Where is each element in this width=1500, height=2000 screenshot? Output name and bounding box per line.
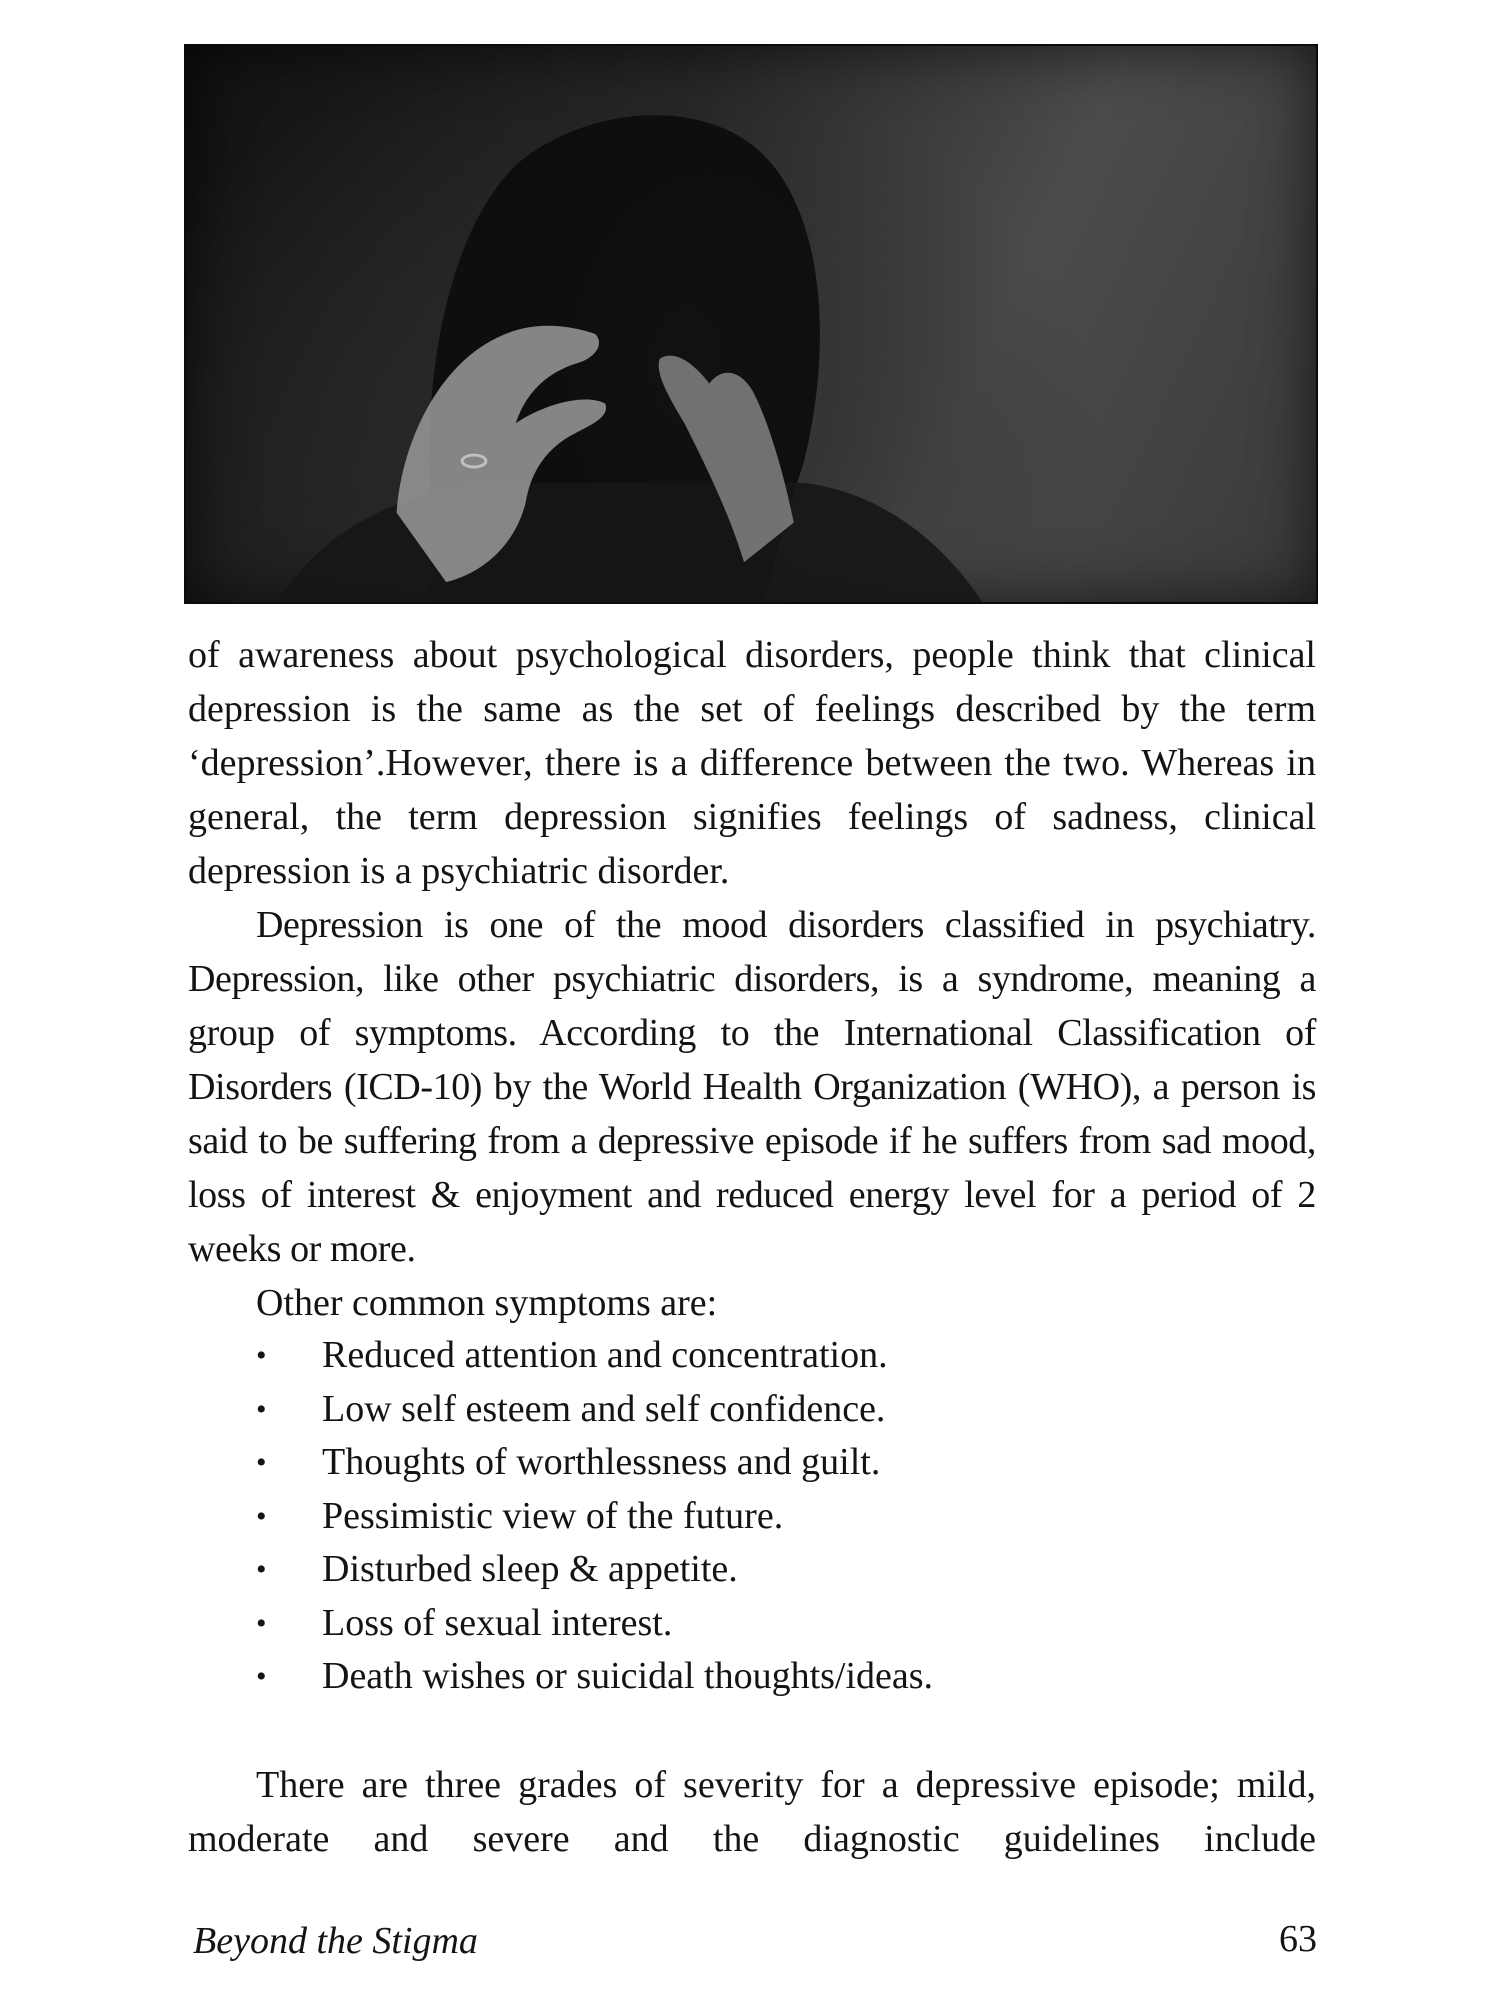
paragraph-severity-grades: There are three grades of severity for a depressive episode; mild, moderate and severe and the diagnostic guidelines include [188, 1764, 1316, 1860]
list-item-text: Thoughts of worthlessness and guilt. [322, 1441, 881, 1483]
symptom-list [256, 1329, 1316, 1704]
list-item-text: Low self esteem and self confidence. [322, 1387, 886, 1430]
bullet-icon: • [256, 1339, 267, 1372]
bullet-icon: • [256, 1392, 267, 1426]
list-item [256, 1329, 1316, 1383]
list-item [256, 1543, 1316, 1597]
page-number: 63 [1279, 1918, 1317, 1960]
list-item [256, 1383, 1316, 1437]
symptoms-intro: Other common symptoms are: [256, 1282, 718, 1324]
list-item [256, 1650, 1316, 1704]
bullet-icon: • [256, 1553, 267, 1586]
list-item [256, 1490, 1316, 1544]
depression-photo [184, 44, 1318, 604]
list-item-text: Reduced attention and concentration. [322, 1334, 888, 1376]
bullet-icon: • [256, 1446, 267, 1479]
list-item-text: Pessimistic view of the future. [322, 1494, 784, 1537]
list-item-text: Disturbed sleep & appetite. [322, 1548, 738, 1590]
list-item-text: Loss of sexual interest. [322, 1601, 673, 1644]
paragraph-awareness: of awareness about psychological disorders, people think that clinical depression is the same as the set of feelings described by the term ‘depression’.However, there is a difference between the two. Whereas in general, the term depression signifies feelings of sadness, clinical depression is a psychiatric disorder. [188, 634, 1316, 892]
bullet-icon: • [256, 1660, 267, 1693]
list-item-text: Death wishes or suicidal thoughts/ideas. [322, 1655, 934, 1697]
bullet-icon: • [256, 1499, 267, 1533]
woman-holding-head-illustration [186, 46, 1316, 602]
list-item [256, 1597, 1316, 1651]
bullet-icon: • [256, 1606, 267, 1640]
list-item [256, 1436, 1316, 1490]
book-title-footer: Beyond the Stigma [193, 1920, 478, 1962]
paragraph-mood-disorders: Depression is one of the mood disorders classified in psychiatry. Depression, like other psychiatric disorders, is a syndrome, meaning a group of symptoms. According to the International Classification of Disorders (ICD-10) by the World Health Organization (WHO), a person is said to be suffering from a depressive episode if he suffers from sad mood, loss of interest & enjoyment and reduced energy level for a period of 2 weeks or more. [188, 904, 1316, 1270]
